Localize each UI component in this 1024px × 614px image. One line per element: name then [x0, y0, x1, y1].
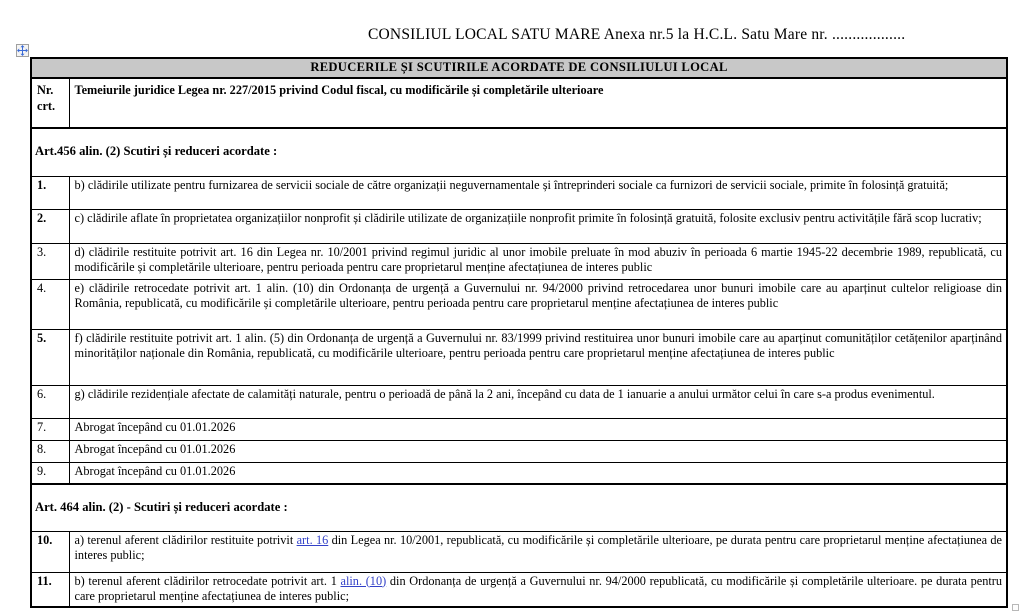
column-header-temeiuri: Temeiurile juridice Legea nr. 227/2015 privind Codul fiscal, cu modificările și completările ulterioare: [69, 78, 1007, 128]
section-title-art464: Art. 464 alin. (2) - Scutiri și reduceri acordate :: [31, 484, 1007, 531]
table-row: [31, 279, 1007, 329]
row-text-before: a) terenul aferent clădirilor restituite potrivit: [74, 532, 297, 547]
section-row-art456: [31, 128, 1007, 176]
table-banner-row: [31, 58, 1007, 78]
table-row: [31, 385, 1007, 418]
row-text-after: din Ordonanța de urgență a Guvernului nr. 94/2000 republicată, cu modificările și completările ulterioare. pe durata pentru care proprietarul menține afectațiunea de interes public;: [74, 573, 1002, 604]
row-number: 7.: [31, 418, 69, 440]
row-text: e) clădirile retrocedate potrivit art. 1 alin. (10) din Ordonanța de urgență a Guvernului nr. 94/2000 privind retrocedarea unor bunuri imobile care au aparținut cultelor religioase din România, republicată, cu modificările și completările ulterioare, pentru perioada pentru care proprietarul menține afectațiunea de interes public: [69, 279, 1007, 329]
row-number: 10.: [31, 531, 69, 572]
table-row: [31, 572, 1007, 607]
column-header-nr-crt: Nr. crt.: [31, 78, 69, 128]
legal-link-art16[interactable]: art. 16: [296, 532, 329, 547]
row-number: 11.: [31, 572, 69, 607]
table-row: [31, 176, 1007, 209]
row-text: [69, 572, 1007, 607]
table-row: [31, 209, 1007, 243]
table-row: [31, 531, 1007, 572]
table-row: [31, 418, 1007, 440]
section-row-art464: [31, 484, 1007, 531]
row-text: c) clădirile aflate în proprietatea organizațiilor nonprofit și clădirile utilizate de organizațiile nonprofit primite în folosință gratuită, folosite exclusiv pentru activitățile fără scop lucrativ;: [69, 209, 1007, 243]
row-number: 2.: [31, 209, 69, 243]
row-text: b) clădirile utilizate pentru furnizarea de servicii sociale de către organizații neguvernamentale și întreprinderi sociale ca furnizori de servicii sociale, primite în folosință gratuită;: [69, 176, 1007, 209]
reductions-table: [30, 57, 1008, 608]
table-row: [31, 243, 1007, 279]
row-text-after: din Legea nr. 10/2001, republicată, cu modificările și completările ulterioare, pe durata pentru care proprietarul menține afectațiunea de interes public;: [74, 532, 1003, 563]
move-icon: [17, 45, 28, 56]
row-text: f) clădirile restituite potrivit art. 1 alin. (5) din Ordonanța de urgență a Guvernului nr. 83/1999 privind restituirea unor bunuri imobile care au aparținut comunităților cetățenilor aparținând minorităților naționale din România, republicată, cu modificările ulterioare, pentru perioada pentru care proprietarul menține afectațiunea de interes public: [69, 329, 1007, 385]
row-number: 3.: [31, 243, 69, 279]
document-title: CONSILIUL LOCAL SATU MARE Anexa nr.5 la H.C.L. Satu Mare nr. ..................: [368, 26, 906, 43]
row-number: 9.: [31, 462, 69, 484]
table-header-row: [31, 78, 1007, 128]
row-number: 6.: [31, 385, 69, 418]
legal-link-alin10[interactable]: alin. (10): [340, 573, 387, 588]
section-title-art456: Art.456 alin. (2) Scutiri și reduceri acordate :: [31, 128, 1007, 176]
table-move-handle[interactable]: [16, 44, 29, 57]
row-number: 8.: [31, 440, 69, 462]
table-row: [31, 329, 1007, 385]
table-row: [31, 462, 1007, 484]
row-number: 1.: [31, 176, 69, 209]
table-row: [31, 440, 1007, 462]
table-resize-handle[interactable]: [1012, 604, 1019, 611]
row-text: [69, 531, 1007, 572]
row-number: 4.: [31, 279, 69, 329]
row-text: Abrogat începând cu 01.01.2026: [69, 440, 1007, 462]
row-text: g) clădirile rezidențiale afectate de calamități naturale, pentru o perioadă de până la 2 ani, începând cu data de 1 ianuarie a anului următor celui în care s-a produs evenimentul.: [69, 385, 1007, 418]
table-banner: REDUCERILE ȘI SCUTIRILE ACORDATE DE CONSILIULUI LOCAL: [31, 58, 1007, 78]
row-text: d) clădirile restituite potrivit art. 16 din Legea nr. 10/2001 privind regimul juridic al unor imobile preluate în mod abuziv în perioada 6 martie 1945-22 decembrie 1989, republicată, cu modificările și completările ulterioare, pentru perioada pentru care proprietarul menține afectațiunea de interes public: [69, 243, 1007, 279]
row-text-before: b) terenul aferent clădirilor retrocedate potrivit art. 1: [74, 573, 341, 588]
row-number: 5.: [31, 329, 69, 385]
row-text: Abrogat începând cu 01.01.2026: [69, 462, 1007, 484]
row-text: Abrogat începând cu 01.01.2026: [69, 418, 1007, 440]
